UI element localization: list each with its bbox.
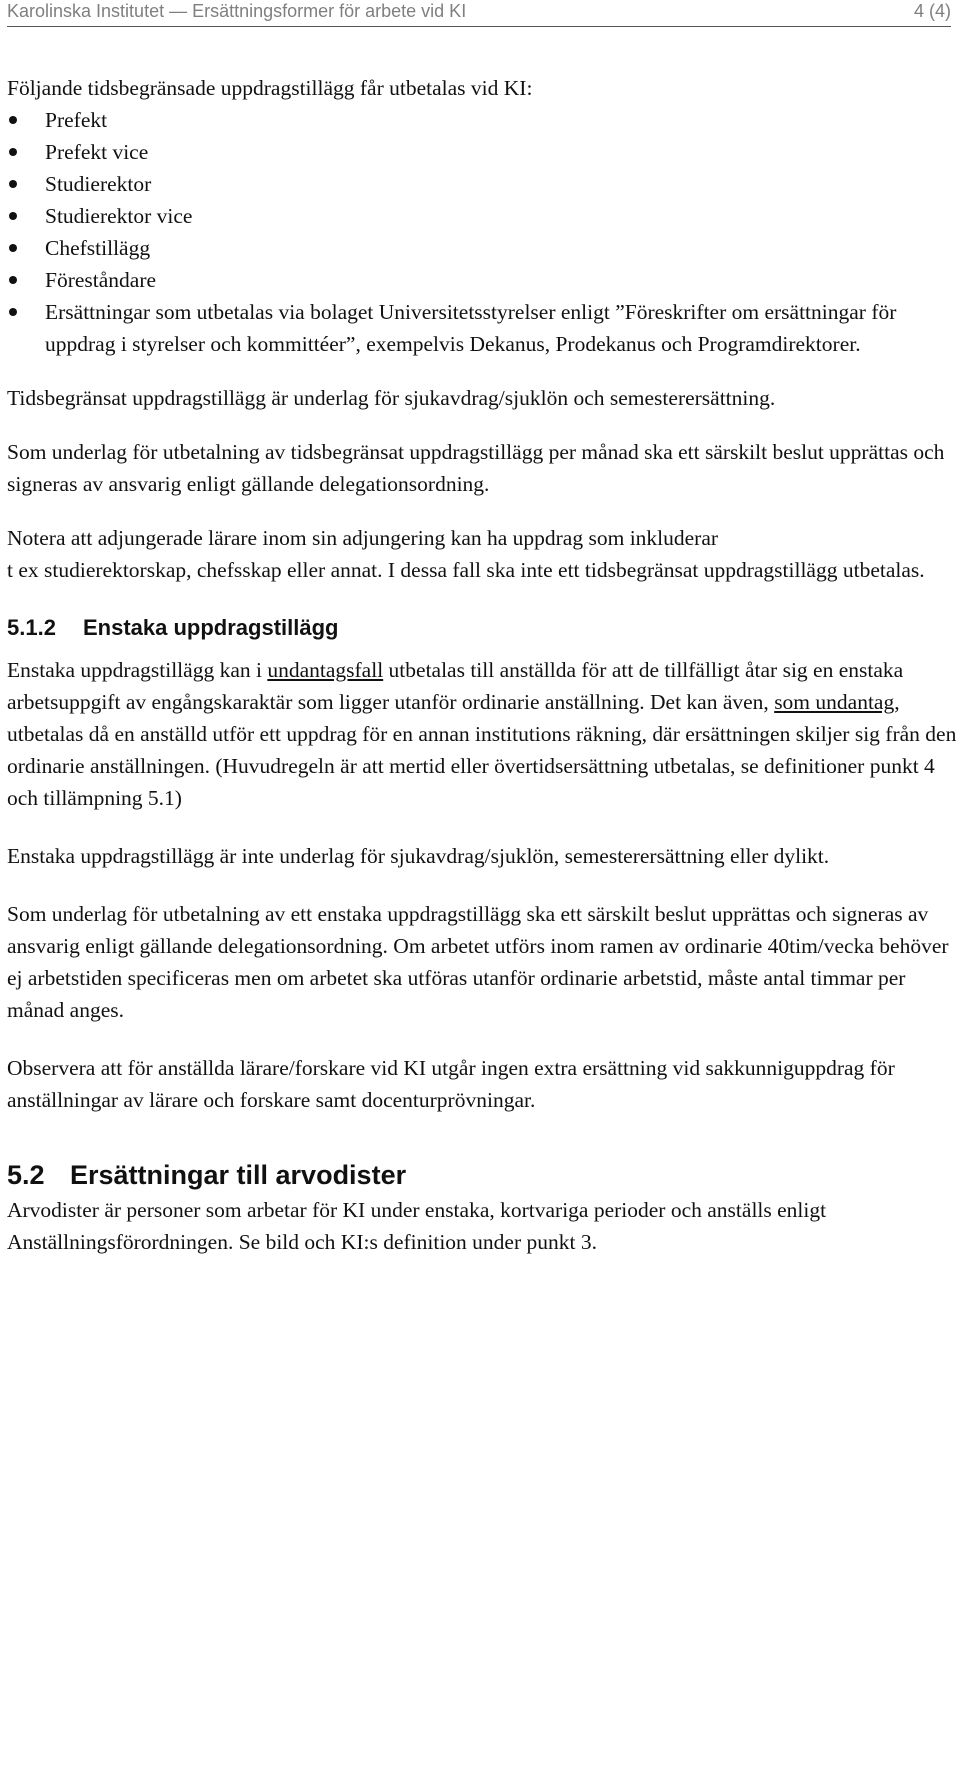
paragraph-adjunct-note: Notera att adjungerade lärare inom sin adjungering kan ha uppdrag som inkluderar t ex studierektorskap, chefsskap eller annat. I dessa fall ska inte ett tidsbegränsat uppdragstillägg utbetalas.: [7, 526, 925, 582]
bullet-icon: [9, 244, 17, 252]
list-item: Studierektor: [7, 168, 957, 200]
paragraph-512-4: Observera att för anställda lärare/forskare vid KI utgår ingen extra ersättning vid sakkunniguppdrag för anställningar av lärare och forskare samt docenturprövningar.: [7, 1056, 895, 1112]
header-title: Karolinska Institutet — Ersättningsformer för arbete vid KI: [7, 1, 467, 21]
list-item: Prefekt vice: [7, 136, 957, 168]
bullet-icon: [9, 148, 17, 156]
list-item: Prefekt: [7, 104, 957, 136]
section-heading-512: 5.1.2 Enstaka uppdragstillägg: [7, 615, 339, 640]
bullet-icon: [9, 180, 17, 188]
list-item: Föreståndare: [7, 264, 957, 296]
paragraph-512-3: Som underlag för utbetalning av ett enstaka uppdragstillägg ska ett särskilt beslut upprättas och signeras av ansvarig enligt gällande delegationsordning. Om arbetet utförs inom ramen av ordinarie 40tim/vecka behöver ej arbetstiden specificeras men om arbetet ska utföras utanför ordinarie arbetstid, måste antal timmar per månad anges.: [7, 902, 949, 1022]
list-item: Studierektor vice: [7, 200, 957, 232]
section-heading-52: 5.2 Ersättningar till arvodister: [7, 1160, 407, 1190]
document-body: [7, 72, 957, 1258]
list-item: Ersättningar som utbetalas via bolaget Universitetsstyrelser enligt ”Föreskrifter om ersättningar för uppdrag i styrelser och kommittéer”, exempelvis Dekanus, Prodekanus och Programdirektorer.: [7, 296, 957, 360]
paragraph-decision-basis: Som underlag för utbetalning av tidsbegränsat uppdragstillägg per månad ska ett särskilt beslut upprättas och signeras av ansvarig enligt gällande delegationsordning.: [7, 440, 945, 496]
list-item: Chefstillägg: [7, 232, 957, 264]
bullet-icon: [9, 276, 17, 284]
paragraph-sick-pay: Tidsbegränsat uppdragstillägg är underlag för sjukavdrag/sjuklön och semesterersättning.: [7, 386, 776, 410]
page-header: [7, 0, 951, 27]
intro-text: Följande tidsbegränsade uppdragstillägg får utbetalas vid KI:: [7, 76, 533, 100]
page-number: 4 (4): [913, 1, 951, 21]
bullet-icon: [9, 308, 17, 316]
paragraph-52-1: Arvodister är personer som arbetar för KI under enstaka, kortvariga perioder och anställs enligt Anställningsförordningen. Se bild och KI:s definition under punkt 3.: [7, 1198, 827, 1254]
paragraph-512-2: Enstaka uppdragstillägg är inte underlag för sjukavdrag/sjuklön, semesterersättning eller dylikt.: [7, 844, 830, 868]
bullet-list: [7, 104, 957, 360]
paragraph-512-1: Enstaka uppdragstillägg kan i undantagsfall utbetalas till anställda för att de tillfälligt åtar sig en enstaka arbetsuppgift av engångskaraktär som ligger utanför ordinarie anställning. Det kan även, som undantag, utbetalas då en anställd utför ett uppdrag för en annan institutions räkning, där ersättningen skiljer sig från den ordinarie anställningen. (Huvudregeln är att mertid eller övertidsersättning utbetalas, se definitioner punkt 4 och tillämpning 5.1): [7, 658, 957, 810]
bullet-icon: [9, 116, 17, 124]
bullet-icon: [9, 212, 17, 220]
